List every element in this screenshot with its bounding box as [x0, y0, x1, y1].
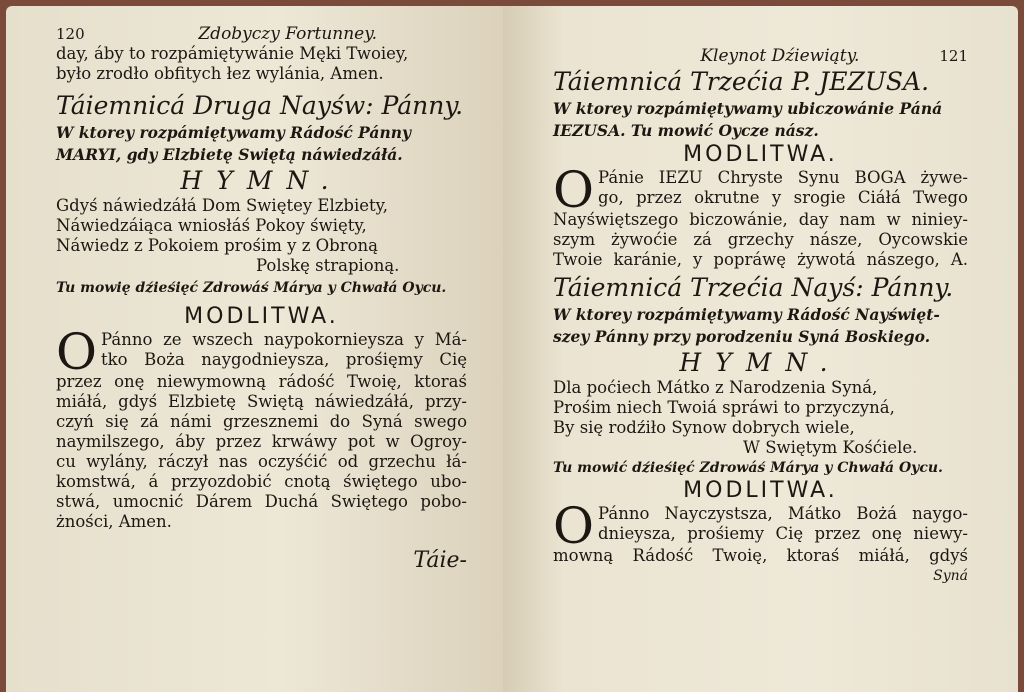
left-hymn-line-2: Náwiedzáiąca wniosłáś Pokoy święty,	[56, 216, 367, 235]
right-prayer1-line-1: Pánie IEZU Chryste Synu BOGA żywe-	[598, 168, 968, 187]
left-prayer-heading: MODLITWA.	[184, 304, 339, 329]
left-prayer-line-9: stwá, umocnić Dárem Duchá Swiętego pobo-	[56, 492, 467, 511]
left-page-header	[56, 24, 467, 44]
right-page	[503, 6, 1018, 692]
left-prayer-line-8: komstwá, á przyozdobić cnotą świętego ubo-	[56, 472, 467, 491]
right-page-header	[553, 46, 968, 66]
right-prayer1-drop-initial: O	[553, 161, 594, 219]
left-prayer-line-1: Pánno ze wszech naypokornieysza y Má-	[101, 330, 467, 349]
right-subtitle1-line-2: IEZUSA. Tu mowić Oycze nász.	[553, 121, 819, 140]
right-hymn-line-4: W Swiętym Kośćiele.	[743, 438, 918, 457]
right-prayer1-line-2: go, przez okrutne y srogie Ciáłá Twego	[598, 188, 968, 207]
right-prayer1-line-3: Nayświętszego biczowánie, day nam w niniey-	[553, 210, 968, 229]
left-catchword: Táie-	[413, 548, 467, 573]
right-prayer2-drop-initial: O	[553, 497, 594, 555]
right-page-number: 121	[939, 47, 968, 65]
right-prayer2-line-1: Pánno Nayczystsza, Mátko Bożá naygo-	[598, 504, 968, 523]
left-prayer	[56, 323, 467, 532]
right-catchword: Syná	[933, 568, 968, 584]
left-prayer-line-3: przez onę niewymowną rádość Twoię, ktoraś	[56, 372, 467, 391]
right-prayer2-line-3: mowną Rádość Twoię, ktoraś miáłá, gdyś	[553, 546, 968, 565]
right-prayer1-line-5: Twoie karánie, y popráwę żywotá nászego, A.	[553, 250, 968, 269]
right-hymn-heading: HYMN.	[679, 348, 842, 377]
right-section-title-1: Táiemnicá Trzećia P. JEZUSA.	[553, 67, 930, 96]
right-rubric: Tu mowić dźieśięć Zdrowáś Márya y Chwałá Oycu.	[553, 460, 943, 476]
left-prayer-line-4: miáłá, gdyś Elzbietę Swiętą náwiedzáłá, przy-	[56, 392, 467, 411]
right-section-title-2: Táiemnicá Trzećia Nayś: Pánny.	[553, 273, 954, 302]
left-prayer-line-6: naymilszego, áby przez krwáwy pot w Ogroy-	[56, 432, 467, 451]
right-hymn-line-1: Dla poćiech Mátko z Narodzenia Syná,	[553, 378, 878, 397]
right-subtitle1-line-1: W ktorey rozpámiętywamy ubiczowánie Páná	[553, 99, 943, 118]
left-hymn-heading: HYMN.	[180, 166, 343, 195]
left-subtitle-line-1: W ktorey rozpámiętywamy Rádość Pánny	[56, 123, 412, 142]
left-hymn-line-4: Polskę strapioną.	[256, 256, 400, 275]
right-prayer2-line-2: dnieysza, prośiemy Cię przez onę niewy-	[598, 524, 968, 543]
left-hymn-line-3: Náwiedz z Pokoiem prośim y z Obroną	[56, 236, 379, 255]
left-section-title: Táiemnicá Druga Nayśw: Pánny.	[56, 91, 464, 120]
right-prayer2-heading: MODLITWA.	[683, 478, 838, 503]
right-hymn-line-2: Prośim niech Twoiá spráwi to przyczyná,	[553, 398, 895, 417]
left-opening-line-2: było zrodło obfitych łez wylánia, Amen.	[56, 64, 384, 83]
left-subtitle-line-2: MARYI, gdy Elzbietę Swiętą náwiedzáłá.	[56, 145, 403, 164]
right-running-head: Kleynot Dźiewiąty.	[700, 46, 860, 66]
left-prayer-line-7: cu wylány, ráczył nas oczyśćić od grzechu łá-	[56, 452, 467, 471]
left-prayer-line-2: tko Boża naygodnieysza, prośięmy Cię	[101, 350, 467, 369]
right-subtitle2-line-2: szey Pánny przy porodzeniu Syná Boskiego.	[553, 327, 931, 346]
left-hymn-line-1: Gdyś náwiedzáłá Dom Swiętey Elzbiety,	[56, 196, 389, 215]
left-prayer-line-5: czyń się zá námi grzesznemi do Syná swego	[56, 412, 467, 431]
right-prayer-2	[553, 497, 968, 566]
left-page	[6, 6, 503, 692]
left-prayer-drop-initial: O	[56, 323, 97, 381]
left-page-number: 120	[56, 25, 85, 43]
right-prayer1-heading: MODLITWA.	[683, 142, 838, 167]
left-prayer-line-10: żności, Amen.	[56, 512, 172, 531]
right-prayer1-line-4: szym żywoćie zá grzechy násze, Oycowskie	[553, 230, 968, 249]
left-rubric: Tu mowię dźieśięć Zdrowáś Márya y Chwałá Oycu.	[56, 280, 447, 296]
left-opening-line-1: day, áby to rozpámiętywánie Męki Twoiey,	[56, 44, 409, 63]
right-hymn-line-3: By się rodźiło Synow dobrych wiele,	[553, 418, 855, 437]
right-prayer-1	[553, 161, 968, 270]
left-running-head: Zdobyczy Fortunney.	[198, 24, 377, 44]
right-subtitle2-line-1: W ktorey rozpámiętywamy Rádość Nayświęt-	[553, 305, 940, 324]
